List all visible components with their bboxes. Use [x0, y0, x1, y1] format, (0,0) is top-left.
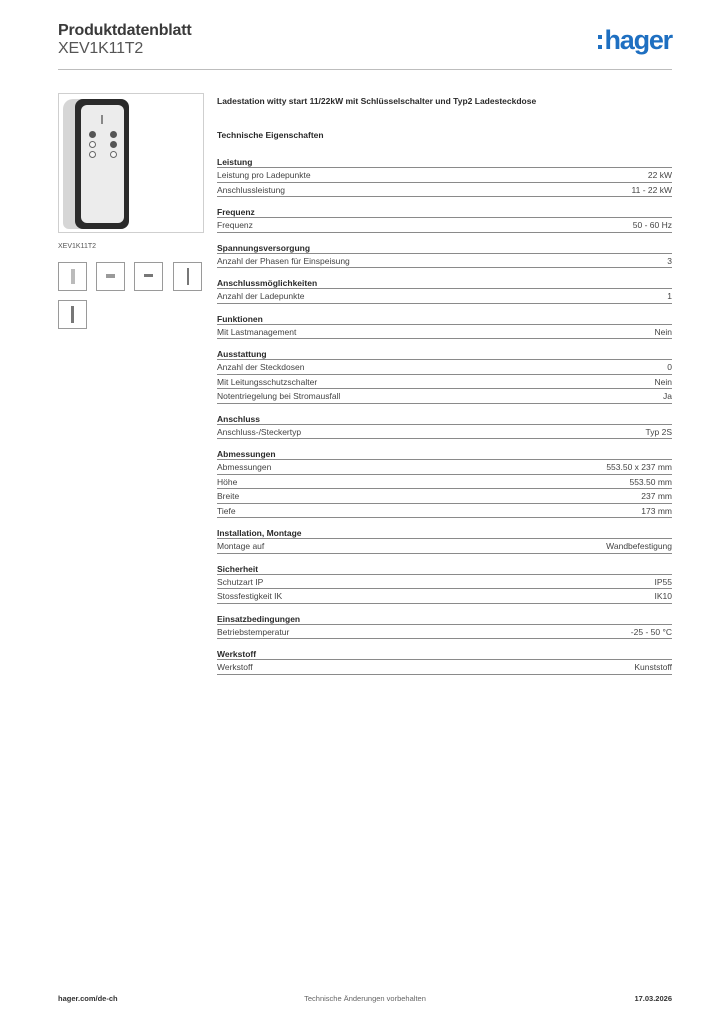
section-title: Abmessungen	[217, 448, 672, 460]
spec-row	[217, 389, 672, 404]
spec-value: Nein	[654, 376, 672, 387]
spec-label: Stossfestigkeit IK	[217, 591, 283, 601]
section-title: Ausstattung	[217, 348, 672, 360]
view-front-icon[interactable]	[58, 262, 87, 291]
spec-section	[217, 156, 672, 197]
spec-row	[217, 589, 672, 604]
spec-value: 50 - 60 Hz	[632, 220, 672, 230]
spec-label: Anschluss-/Steckertyp	[217, 426, 302, 437]
product-name: Ladestation witty start 11/22kW mit Schlüsselschalter und Typ2 Ladesteckdose	[217, 96, 537, 106]
spec-row	[217, 375, 672, 390]
spec-value: Ja	[663, 391, 672, 401]
spec-row	[217, 489, 672, 504]
spec-section	[217, 563, 672, 604]
spec-value: IK10	[654, 591, 672, 601]
spec-section	[217, 348, 672, 404]
section-title: Einsatzbedingungen	[217, 613, 672, 625]
product-specifications	[217, 96, 672, 684]
spec-value: Kunststoff	[634, 662, 672, 672]
properties-heading: Technische Eigenschaften	[217, 130, 324, 140]
spec-value: 1	[667, 291, 672, 301]
spec-section	[217, 242, 672, 269]
logo-dots-icon	[598, 35, 602, 49]
footer-date: 17.03.2026	[634, 994, 672, 1003]
section-title: Installation, Montage	[217, 527, 672, 539]
spec-value: -25 - 50 °C	[630, 626, 672, 637]
spec-row	[217, 575, 672, 590]
spec-row	[217, 660, 672, 675]
spec-section	[217, 613, 672, 640]
spec-value: 237 mm	[641, 491, 672, 501]
spec-label: Leistung pro Ladepunkte	[217, 170, 311, 180]
hager-logo[interactable]	[598, 26, 672, 54]
spec-label: Anzahl der Steckdosen	[217, 362, 305, 372]
spec-row	[217, 475, 672, 490]
spec-label: Höhe	[217, 476, 238, 487]
view-side-icon[interactable]	[173, 262, 202, 291]
spec-label: Mit Leitungsschutzschalter	[217, 376, 318, 387]
section-title: Funktionen	[217, 313, 672, 325]
spec-row	[217, 625, 672, 640]
logo-text: hager	[604, 25, 672, 55]
spec-value: Wandbefestigung	[606, 541, 672, 551]
section-title: Leistung	[217, 156, 672, 168]
spec-section	[217, 206, 672, 233]
spec-section	[217, 313, 672, 340]
spec-row	[217, 325, 672, 340]
spec-row	[217, 539, 672, 554]
spec-label: Tiefe	[217, 505, 236, 516]
spec-label: Notentriegelung bei Stromausfall	[217, 391, 341, 401]
section-title: Anschluss	[217, 413, 672, 425]
view-top-icon[interactable]	[96, 262, 125, 291]
spec-value: 553.50 mm	[629, 476, 672, 487]
view-bottom-icon[interactable]	[134, 262, 163, 291]
footer-disclaimer: Technische Änderungen vorbehalten	[304, 994, 426, 1003]
spec-value: 0	[667, 362, 672, 372]
spec-value: 3	[667, 255, 672, 266]
section-title: Werkstoff	[217, 648, 672, 660]
spec-label: Montage auf	[217, 541, 265, 551]
spec-section	[217, 527, 672, 554]
spec-label: Mit Lastmanagement	[217, 326, 297, 337]
spec-row	[217, 218, 672, 233]
spec-row	[217, 460, 672, 475]
spec-label: Werkstoff	[217, 662, 253, 672]
spec-label: Anzahl der Ladepunkte	[217, 291, 305, 301]
spec-row	[217, 254, 672, 269]
spec-value: 22 kW	[647, 170, 672, 180]
spec-label: Anschlussleistung	[217, 184, 286, 195]
spec-label: Frequenz	[217, 220, 253, 230]
spec-section	[217, 277, 672, 304]
spec-value: 11 - 22 kW	[631, 184, 672, 195]
spec-row	[217, 360, 672, 375]
product-image[interactable]	[58, 93, 204, 233]
spec-row	[217, 504, 672, 519]
spec-label: Abmessungen	[217, 462, 272, 472]
spec-row	[217, 168, 672, 183]
spec-value: 553.50 x 237 mm	[606, 462, 672, 472]
spec-label: Breite	[217, 491, 240, 501]
image-caption: XEV1K11T2	[58, 243, 97, 250]
section-title: Anschlussmöglichkeiten	[217, 277, 672, 289]
spec-value: IP55	[654, 576, 672, 587]
section-title: Sicherheit	[217, 563, 672, 575]
spec-row	[217, 289, 672, 304]
view-side-alt-icon[interactable]	[58, 300, 87, 329]
document-subtitle: XEV1K11T2	[58, 40, 144, 57]
section-title: Frequenz	[217, 206, 672, 218]
footer-website-link[interactable]: hager.com/de-ch	[58, 994, 118, 1003]
spec-value: Typ 2S	[645, 426, 672, 437]
spec-section	[217, 413, 672, 440]
spec-row	[217, 183, 672, 198]
spec-section	[217, 648, 672, 675]
document-title: Produktdatenblatt	[58, 22, 192, 39]
document-header	[58, 22, 672, 70]
spec-row	[217, 425, 672, 440]
spec-value: 173 mm	[641, 505, 672, 516]
spec-section	[217, 448, 672, 518]
document-footer	[58, 994, 672, 1008]
spec-sections	[217, 156, 672, 675]
spec-label: Schutzart IP	[217, 576, 264, 587]
spec-label: Anzahl der Phasen für Einspeisung	[217, 255, 350, 266]
spec-value: Nein	[654, 326, 672, 337]
section-title: Spannungsversorgung	[217, 242, 672, 254]
spec-label: Betriebstemperatur	[217, 626, 290, 637]
